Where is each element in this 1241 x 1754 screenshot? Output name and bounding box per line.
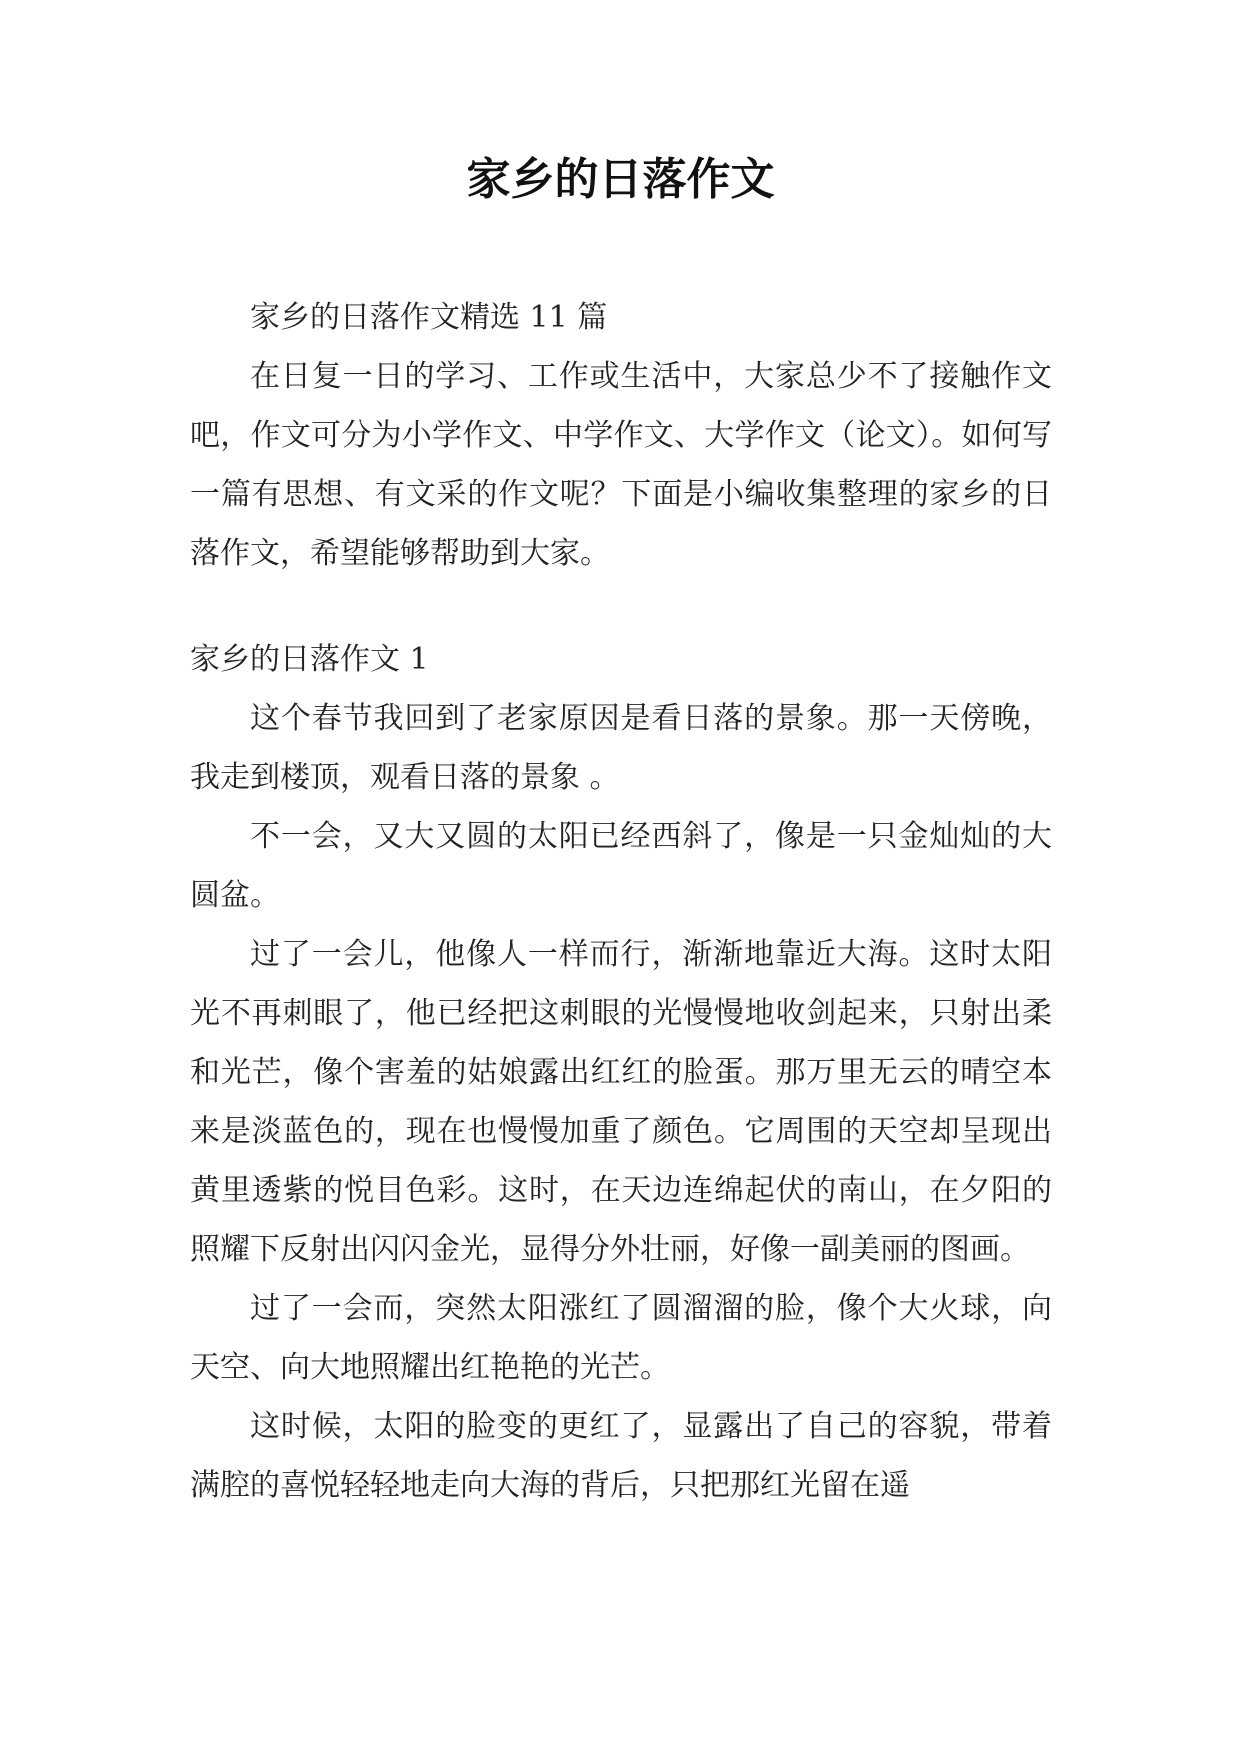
document-body [190,288,1052,1515]
essay-heading: 家乡的日落作文 1 [190,642,429,677]
intro-paragraph: 在日复一日的学习、工作或生活中，大家总少不了接触作文吧，作文可分为小学作文、中学作文、大学作文（论文）。如何写一篇有思想、有文采的作文呢？下面是小编收集整理的家乡的日落作文，希望能够帮助到大家。 [190,359,1052,571]
essay-paragraph: 不一会，又大又圆的太阳已经西斜了，像是一只金灿灿的大圆盆。 [190,819,1052,913]
essay-paragraph: 这个春节我回到了老家原因是看日落的景象。那一天傍晚，我走到楼顶，观看日落的景象 。 [190,701,1052,795]
essay-paragraph: 过了一会而，突然太阳涨红了圆溜溜的脸，像个大火球，向天空、向大地照耀出红艳艳的光芒。 [190,1291,1052,1385]
document-title: 家乡的日落作文 [466,154,775,205]
essay-paragraph: 过了一会儿，他像人一样而行，渐渐地靠近大海。这时太阳光不再刺眼了，他已经把这刺眼的光慢慢地收剑起来，只射出柔和光芒，像个害羞的姑娘露出红红的脸蛋。那万里无云的晴空本来是淡蓝色的，现在也慢慢加重了颜色。它周围的天空却呈现出黄里透紫的悦目色彩。这时，在天边连绵起伏的南山，在夕阳的照耀下反射出闪闪金光，显得分外壮丽，好像一副美丽的图画。 [190,937,1052,1267]
essay-paragraph: 这时候，太阳的脸变的更红了，显露出了自己的容貌，带着满腔的喜悦轻轻地走向大海的背后，只把那红光留在遥 [190,1409,1052,1503]
intro-subtitle: 家乡的日落作文精选 11 篇 [250,300,608,335]
